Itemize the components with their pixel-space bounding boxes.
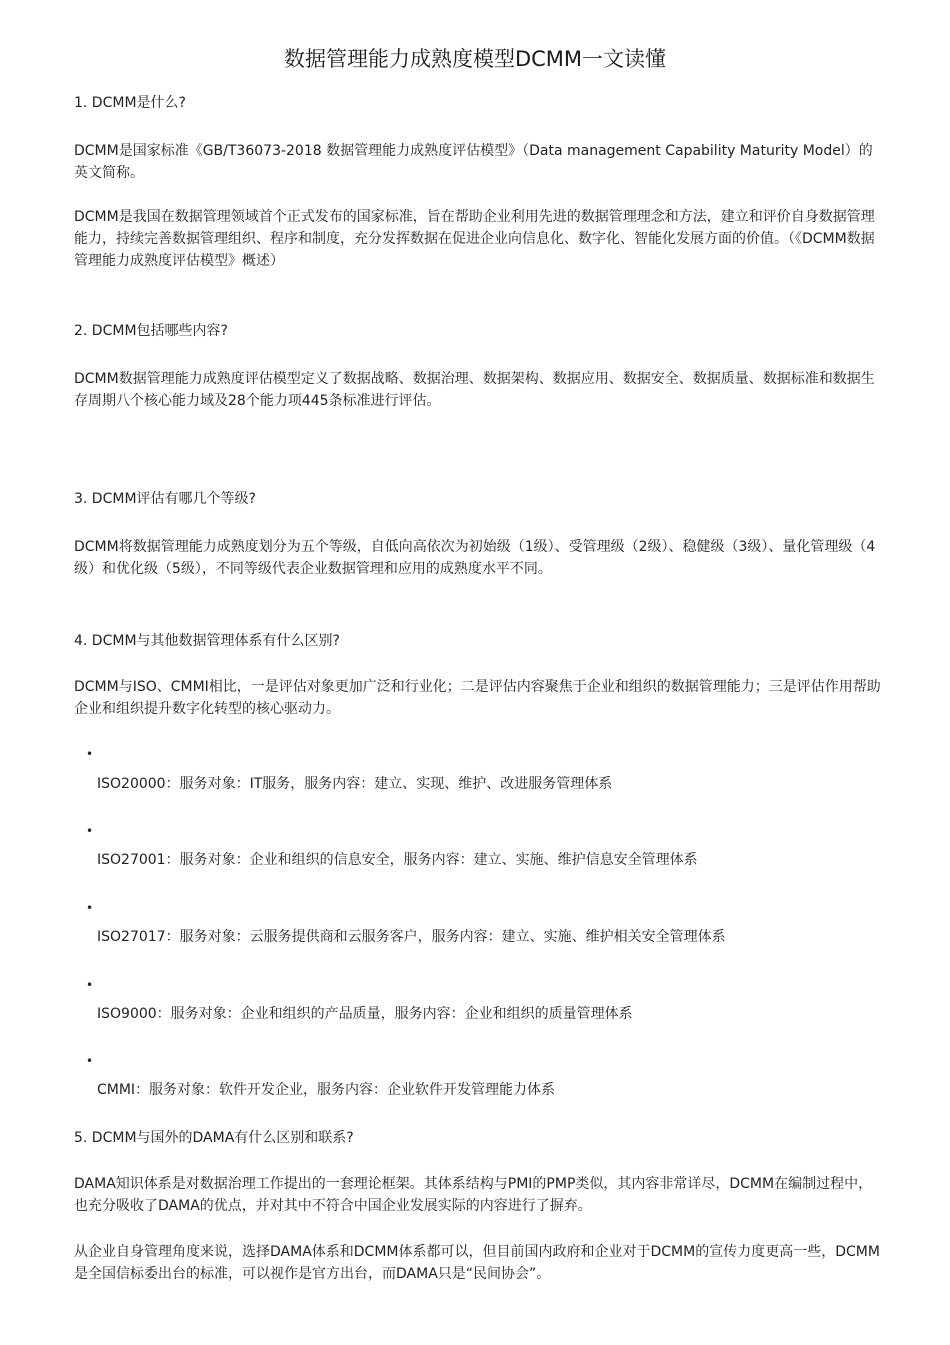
list-bullet: • [86,824,94,838]
list-item-iso27017: ISO27017：服务对象：云服务提供商和云服务客户，服务内容：建立、实施、维护相关安全管理体系 [97,929,726,945]
list-item-cmmi: CMMI：服务对象：软件开发企业，服务内容：企业软件开发管理能力体系 [97,1082,556,1098]
list-bullet: • [86,978,94,992]
list-item-iso9000: ISO9000：服务对象：企业和组织的产品质量，服务内容：企业和组织的质量管理体系 [97,1006,633,1022]
section-5-paragraph-1: DAMA知识体系是对数据治理工作提出的一套理论框架。其体系结构与PMI的PMP类似，其内容非常详尽，DCMM在编制过程中，也充分吸收了DAMA的优点，并对其中不符合中国企业发展实际的内容进行了摒弃。 [74,1176,873,1214]
section-2-paragraph-1: DCMM数据管理能力成熟度评估模型定义了数据战略、数据治理、数据架构、数据应用、数据安全、数据质量、数据标准和数据生存周期八个核心能力域及28个能力项445条标准进行评估。 [74,371,875,409]
section-1-paragraph-2: DCMM是我国在数据管理领域首个正式发布的国家标准，旨在帮助企业利用先进的数据管理理念和方法，建立和评价自身数据管理能力，持续完善数据管理组织、程序和制度，充分发挥数据在促进企业向信息化、数字化、智能化发展方面的价值。（《DCMM数据管理能力成熟度评估模型》概述） [74,209,875,269]
section-5-heading: 5. DCMM与国外的DAMA有什么区别和联系? [74,1130,354,1146]
list-bullet: • [86,1054,94,1068]
section-3-heading: 3. DCMM评估有哪几个等级? [74,491,256,507]
section-1-paragraph-1: DCMM是国家标准《GB/T36073-2018 数据管理能力成熟度评估模型》（Data management Capability Maturity Model）的英文简称。 [74,143,873,181]
section-4-heading: 4. DCMM与其他数据管理体系有什么区别? [74,633,340,649]
list-bullet: • [86,901,94,915]
section-2-heading: 2. DCMM包括哪些内容? [74,323,228,339]
document-title: 数据管理能力成熟度模型DCMM一文读懂 [283,47,667,71]
section-1-heading: 1. DCMM是什么? [74,95,186,111]
list-item-iso20000: ISO20000：服务对象：IT服务，服务内容：建立、实现、维护、改进服务管理体系 [97,776,613,792]
section-4-paragraph-1: DCMM与ISO、CMMI相比，一是评估对象更加广泛和行业化；二是评估内容聚焦于企业和组织的数据管理能力；三是评估作用帮助企业和组织提升数字化转型的核心驱动力。 [74,679,881,717]
section-3-paragraph-1: DCMM将数据管理能力成熟度划分为五个等级，自低向高依次为初始级（1级）、受管理级（2级）、稳健级（3级）、量化管理级（4级）和优化级（5级），不同等级代表企业数据管理和应用的成熟度水平不同。 [74,539,876,577]
list-item-iso27001: ISO27001：服务对象：企业和组织的信息安全，服务内容：建立、实施、维护信息安全管理体系 [97,852,698,868]
section-5-paragraph-2: 从企业自身管理角度来说，选择DAMA体系和DCMM体系都可以，但目前国内政府和企业对于DCMM的宣传力度更高一些，DCMM是全国信标委出台的标准，可以视作是官方出台，而DAMA只是“民间协会”。 [74,1244,880,1282]
list-bullet: • [86,747,94,761]
